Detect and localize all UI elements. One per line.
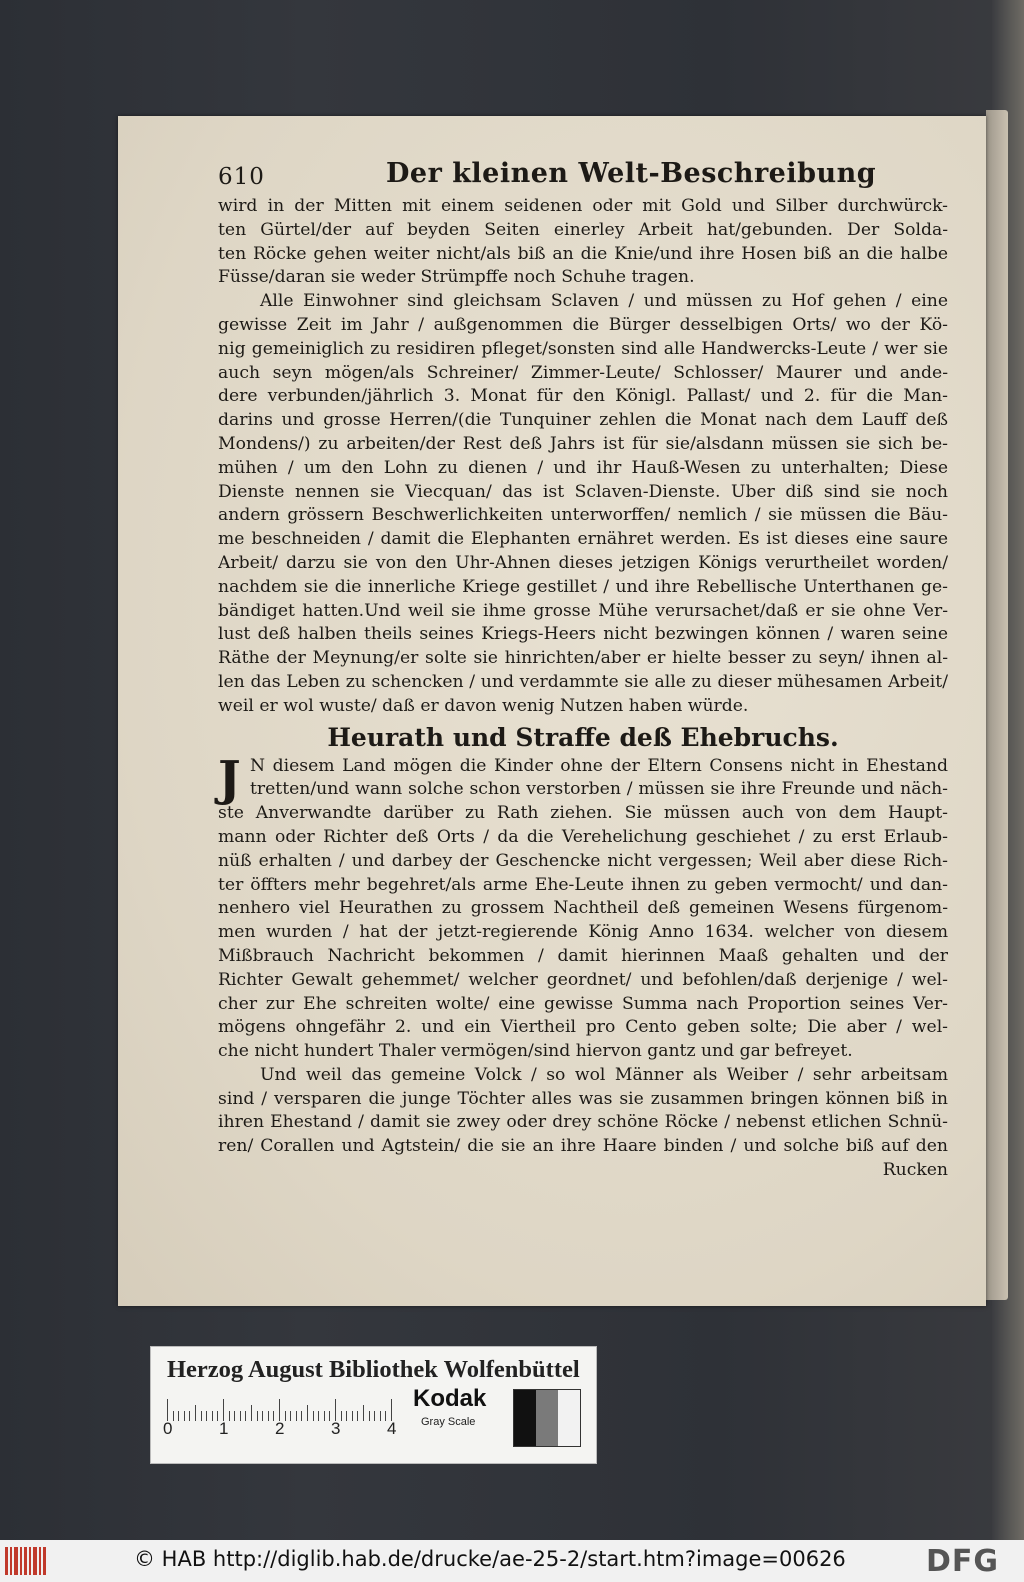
text-line: sind / versparen die junge Töchter alles was sie zusammen bringen können biß in: [218, 1088, 948, 1109]
body-text: [218, 195, 948, 1183]
ruler-tick: [223, 1399, 224, 1421]
ruler-tick: [195, 1405, 196, 1421]
text-line: dere verbunden/jährlich 3. Monat für den Königl. Pallast/ und 2. für die Man-: [218, 386, 948, 407]
ruler-tick: [374, 1411, 375, 1421]
text-line: me beschneiden / damit die Elephanten ernähret werden. Es ist dieses eine saure: [218, 529, 948, 550]
text-line: wird in der Mitten mit einem seidenen oder mit Gold und Silber durchwürck-: [218, 196, 948, 216]
text-line: Richter Gewalt gehemmet/ welcher geordnet/ und befohlen/daß derjenige / wel-: [218, 969, 948, 990]
gray-scale-patches: [513, 1389, 581, 1447]
ruler-tick: [335, 1399, 336, 1421]
catchword: Rucken: [882, 1160, 948, 1181]
text-line: ren/ Corallen und Agtstein/ die sie an ihre Haare binden / und solche biß auf den: [218, 1136, 948, 1157]
ruler-number: 4: [387, 1419, 397, 1438]
text-line: ihren Ehestand / damit sie zwey oder drey schöne Röcke / nebenst etlichen Schnü-: [218, 1112, 948, 1133]
text-line: mühen / um den Lohn zu dienen / und ihr Hauß-Wesen zu unterhalten; Diese: [218, 457, 948, 478]
ruler-tick: [318, 1411, 319, 1421]
ruler-tick: [268, 1411, 269, 1421]
ruler-tick: [201, 1411, 202, 1421]
text-line: gewisse Zeit im Jahr / außgenommen die Bürger desselbigen Orts/ wo der Kö-: [218, 314, 948, 335]
text-line: ste Anverwandte darüber zu Rath ziehen. Sie müssen auch von dem Haupt-: [218, 803, 948, 824]
paragraph: [218, 195, 948, 290]
ruler-tick: [251, 1405, 252, 1421]
ruler-tick: [279, 1399, 280, 1421]
text-line: nig gemeiniglich zu residiren pfleget/sonsten sind alle Handwercks-Leute / wer sie: [218, 338, 948, 359]
library-color-card: [150, 1346, 597, 1464]
ruler-tick: [352, 1411, 353, 1421]
ruler-tick: [324, 1411, 325, 1421]
text-line: bändiget hatten.Und weil sie ihme grosse Mühe verursachet/daß er sie ohne Ver-: [218, 600, 948, 621]
text-line: Und weil das gemeine Volck / so wol Männer als Weiber / sehr arbeitsam: [260, 1064, 948, 1085]
ruler-tick: [212, 1411, 213, 1421]
ruler-tick: [178, 1411, 179, 1421]
ruler-tick: [301, 1411, 302, 1421]
ruler-tick: [189, 1411, 190, 1421]
ruler-tick: [357, 1411, 358, 1421]
text-line: Dienste nennen sie Viecquan/ das ist Sclaven-Dienste. Uber diß sind sie noch: [218, 481, 948, 502]
text-line: len das Leben zu schencken / und verdammte sie alle zu dieser mühesamen Arbeit/: [218, 671, 948, 692]
gray-patch-white: [558, 1390, 580, 1446]
dfg-logo: DFG: [926, 1544, 1000, 1579]
gray-patch-black: [514, 1390, 536, 1446]
text-line: mann oder Richter deß Orts / da die Verehelichung geschiehet / zu erst Erlaub-: [218, 826, 948, 847]
text-line: Arbeit/ darzu sie von den Uhr-Ahnen dieses jetzigen Königs verurtheilet worden/: [218, 552, 948, 573]
drop-cap: J: [218, 750, 241, 807]
paragraph: [218, 290, 948, 718]
paragraph: [218, 750, 948, 1064]
text-line: mögens ohngefähr 2. und ein Viertheil pro Cento geben solte; Die aber / wel-: [218, 1017, 948, 1038]
text-line: tretten/und wann solche schon verstorben / müssen sie ihre Freunde und näch-: [250, 779, 948, 800]
text-line: cher zur Ehe schreiten wolte/ eine gewisse Summa nach Proportion seines Ver-: [218, 993, 948, 1014]
text-line: auch seyn mögen/als Schreiner/ Zimmer-Leute/ Schlosser/ Maurer und ande-: [218, 362, 948, 383]
source-url[interactable]: © HAB http://diglib.hab.de/drucke/ae-25-2/start.htm?image=00626: [134, 1547, 846, 1571]
text-line: ten Gürtel/der auf beyden Seiten einerley Arbeit hat/gebunden. Der Solda-: [218, 219, 948, 240]
ruler-tick: [285, 1411, 286, 1421]
text-line: ten Röcke gehen weiter nicht/als biß an die Knie/und ihre Hosen biß an die halbe: [218, 243, 948, 264]
text-line: Alle Einwohner sind gleichsam Sclaven / und müssen zu Hof gehen / eine: [260, 291, 948, 312]
section-heading: Heurath und Straffe deß Ehebruchs.: [327, 722, 839, 752]
kodak-subtitle: Gray Scale: [421, 1416, 476, 1428]
text-line: nüß erhalten / und darbey der Geschencke nicht vergessen; Weil aber diese Rich-: [218, 850, 948, 871]
ruler-number: 0: [163, 1419, 173, 1438]
ruler: [163, 1395, 397, 1438]
ruler-tick: [346, 1411, 347, 1421]
ruler-number: 2: [275, 1419, 285, 1438]
kodak-logo: Kodak: [413, 1385, 487, 1412]
ruler-tick: [245, 1411, 246, 1421]
ruler-number: 3: [331, 1419, 341, 1438]
text-line: ter öffters mehr begehret/als arme Ehe-Leute ihnen zu geben vermocht/ und dan-: [218, 874, 948, 895]
ruler-tick: [234, 1411, 235, 1421]
ruler-tick: [391, 1399, 392, 1421]
ruler-tick: [240, 1411, 241, 1421]
text-line: weil er wol wuste/ daß er davon wenig Nutzen haben würde.: [218, 695, 749, 716]
ruler-tick: [229, 1411, 230, 1421]
ruler-tick: [257, 1411, 258, 1421]
ruler-tick: [262, 1411, 263, 1421]
ruler-tick: [369, 1411, 370, 1421]
ruler-number: 1: [219, 1419, 229, 1438]
text-line: men wurden / hat der jetzt-regierende König Anno 1634. welcher von diesem: [218, 922, 948, 943]
text-line: che nicht hundert Thaler vermögen/sind hiervon gantz und gar befreyet.: [218, 1041, 853, 1062]
book-page: [118, 116, 986, 1306]
gray-patch-mid: [536, 1390, 558, 1446]
ruler-tick: [341, 1411, 342, 1421]
text-line: Füsse/daran sie weder Strümpffe noch Schuhe tragen.: [218, 267, 695, 288]
text-line: nachdem sie die innerliche Kriege gestillet / und ihre Rebellische Unterthanen ge-: [218, 576, 948, 597]
text-line: darins und grosse Herren/(die Tunquiner zehlen die Monat nach dem Lauff deß: [218, 410, 948, 431]
paragraph: [218, 1064, 948, 1159]
page-number: 610: [218, 164, 265, 190]
text-line: Räthe der Meynung/er solte sie hinrichten/aber er hielte besser zu seyn/ ihnen al-: [218, 648, 948, 669]
text-line: lust deß halben theils seines Kriegs-Heers nicht bezwingen können / waren seine: [218, 624, 948, 645]
text-line: Mißbrauch Nachricht bekommen / damit hierinnen Maaß gehalten und der: [218, 945, 948, 966]
running-title: Der kleinen Welt-Beschreibung: [386, 158, 877, 189]
ruler-tick: [313, 1411, 314, 1421]
text-line: Mondens/) zu arbeiten/der Rest deß Jahrs ist für sie/alsdann müssen sie sich be-: [218, 433, 948, 454]
ruler-tick: [184, 1411, 185, 1421]
ruler-tick: [307, 1405, 308, 1421]
barcode-icon: [4, 1545, 50, 1577]
page-header: [218, 158, 958, 198]
ruler-tick: [173, 1411, 174, 1421]
ruler-tick: [290, 1411, 291, 1421]
ruler-tick: [167, 1399, 168, 1421]
ruler-tick: [363, 1405, 364, 1421]
ruler-tick: [206, 1411, 207, 1421]
footer-bar: [0, 1540, 1024, 1582]
library-name: Herzog August Bibliothek Wolfenbüttel: [167, 1356, 580, 1383]
text-line: nenhero viel Heurathen zu grossem Nachtheil deß gemeinen Wesens fürgenom-: [218, 898, 948, 919]
ruler-tick: [296, 1411, 297, 1421]
ruler-tick: [380, 1411, 381, 1421]
page-edge: [986, 110, 1008, 1300]
text-line: andern grössern Beschwerlichkeiten unterworffen/ nemlich / sie müssen die Bäu-: [218, 505, 948, 526]
text-line: N diesem Land mögen die Kinder ohne der Eltern Consens nicht in Ehestand: [250, 755, 948, 776]
